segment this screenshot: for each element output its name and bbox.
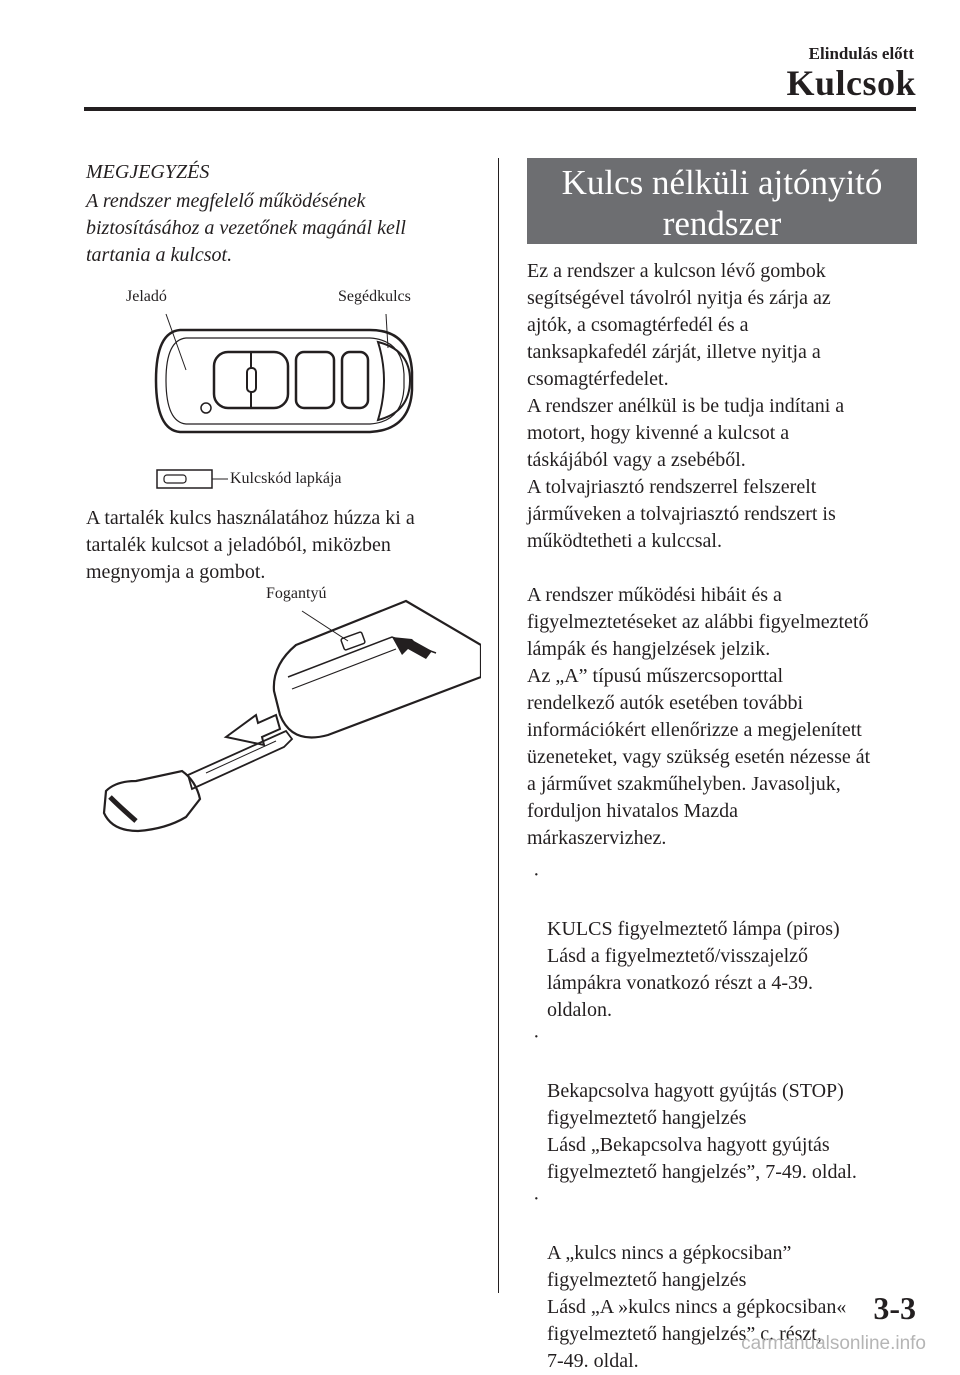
list-item-text: Bekapcsolva hagyott gyújtás (STOP) figyelmeztető hangjelzés Lásd „Bekapcsolva hagyott gyújtás figyelmeztető hangjelzés”, 7-49. oldal. [547, 1080, 857, 1183]
label-aux-key: Segédkulcs [338, 288, 411, 305]
warning-list [527, 862, 917, 1375]
page-number: 3-3 [873, 1290, 916, 1326]
spare-key-text: A tartalék kulcs használatához húzza ki a tartalék kulcsot a jeladóból, miközben megnyomja a gombot. [86, 507, 415, 583]
label-transmitter: Jeladó [126, 288, 167, 305]
section-title-bar [527, 158, 917, 244]
list-item-text: A „kulcs nincs a gépkocsiban” figyelmeztető hangjelzés Lásd „A »kulcs nincs a gépkocsiban« figyelmeztető hangjelzés” c. részt, 7-49. oldal. [547, 1242, 847, 1372]
watermark: carmanualsonline.info [741, 1333, 926, 1354]
section-heading: Kulcsok [786, 63, 916, 103]
note-text: A rendszer megfelelő működésének biztosításához a vezetőnek magánál kell tartania a kulcsot. [86, 190, 406, 266]
intro-paragraph: Ez a rendszer a kulcson lévő gombok segítségével távolról nyitja és zárja az ajtók, a csomagtérfedél és a tanksapkafedél zárját, illetve nyitja a csomagtérfedelet. A rendszer anélkül is be tudja indítani a motort, hogy kivenné a kulcsot a táskájából vagy a zsebéből. A tolvajriasztó rendszerrel felszerelt járműveken a tolvajriasztó rendszert is működtetheti a kulccsal. [527, 260, 845, 552]
bullet-mark: · [533, 864, 540, 886]
label-knob: Fogantyú [266, 585, 327, 602]
list-item-text: KULCS figyelmeztető lámpa (piros) Lásd a figyelmeztető/visszajelző lámpákra vonatkozó részt a 4-39. oldalon. [547, 918, 840, 1021]
label-code-tag: Kulcskód lapkája [230, 470, 342, 487]
spare-key-drawing [96, 585, 481, 845]
right-column [527, 158, 917, 1375]
note-heading: MEGJEGYZÉS [86, 161, 210, 183]
list-item [527, 1024, 917, 1186]
section-title-line1: Kulcs nélküli ajtónyitó [561, 163, 883, 202]
bullet-mark: · [533, 1026, 540, 1048]
list-item [527, 862, 917, 1024]
column-divider [498, 158, 499, 1293]
key-fob-drawing [120, 280, 460, 500]
bullet-mark: · [533, 1188, 540, 1210]
section-title-line2: rendszer [662, 204, 782, 243]
header-rule [84, 107, 916, 111]
spare-key-figure [96, 585, 481, 845]
key-fob-figure [120, 280, 460, 500]
left-column [86, 158, 471, 269]
warning-paragraph: A rendszer működési hibáit és a figyelmeztetéseket az alábbi figyelmeztető lámpák és hangjelzések jelzik. Az „A” típusú műszercsoporttal rendelkező autók esetében további információkért ellenőrizze a megjelenített üzeneteket, vagy szükség esetén nézesse át a járművet szakműhelyben. Javasoljuk, forduljon hivatalos Mazda márkaszervizhez. [527, 584, 871, 849]
chapter-title: Elindulás előtt [808, 44, 914, 63]
